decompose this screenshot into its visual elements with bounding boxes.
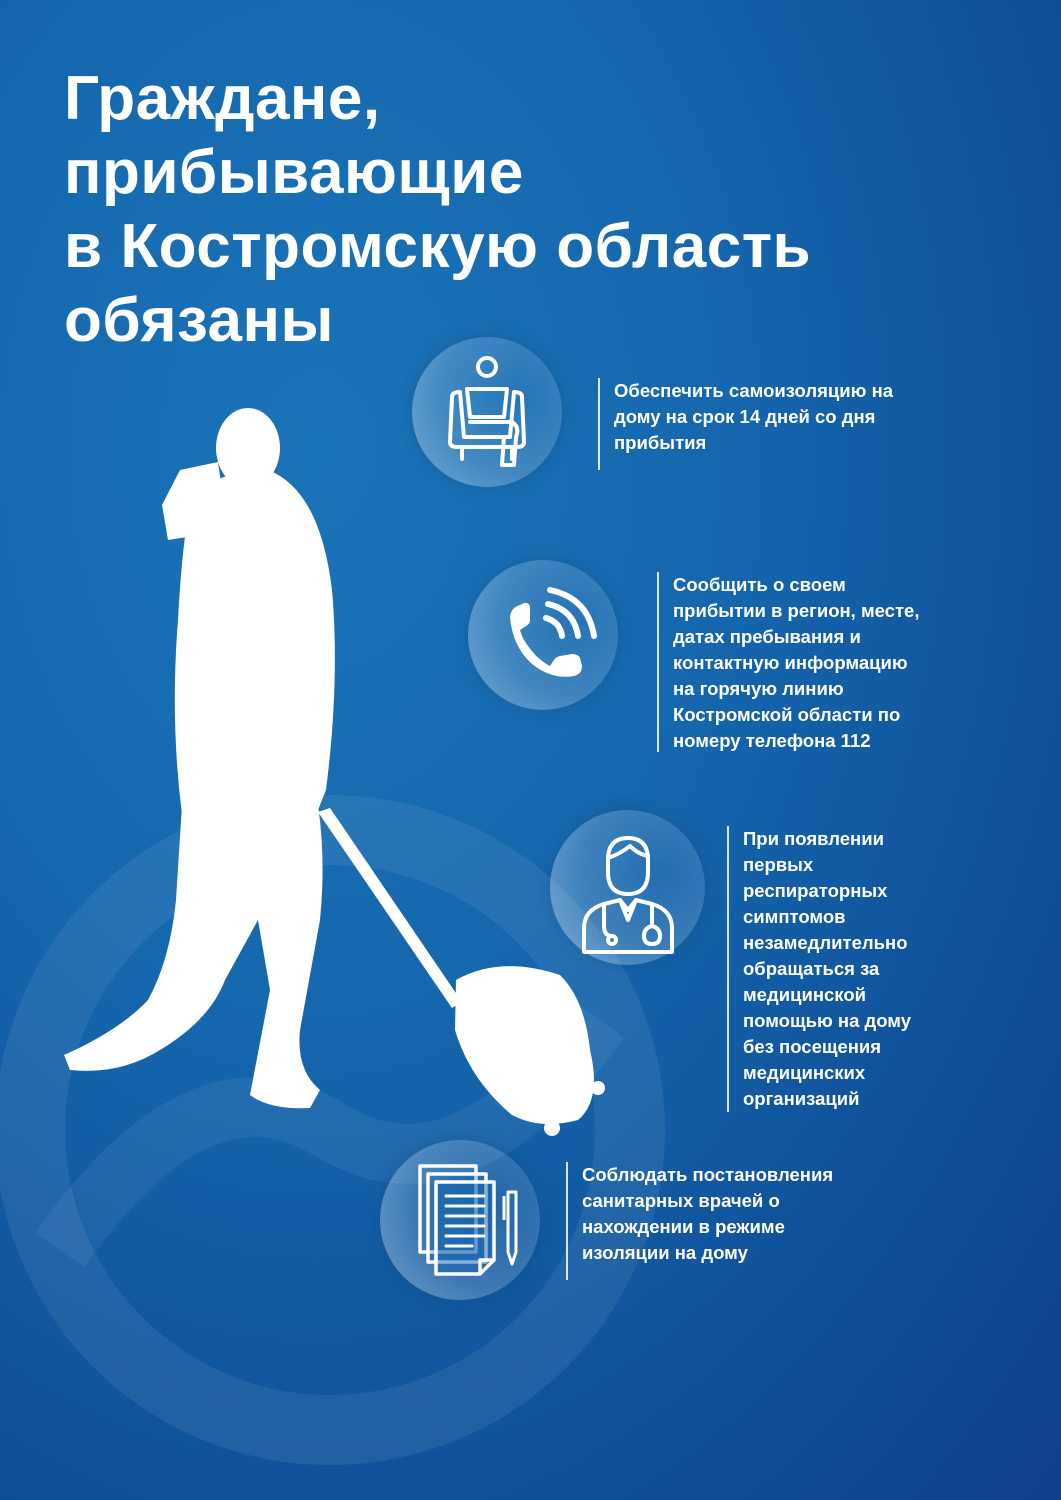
documents-pen-icon xyxy=(380,1140,540,1300)
doctor-icon xyxy=(550,810,705,965)
item-2-label: Сообщить о своем прибытии в регион, месте, датах пребывания и контактную информацию на горячую линию Костромской области по номеру телефона 112 xyxy=(673,574,920,751)
item-3-icon-circle xyxy=(550,810,705,965)
item-2-icon-circle xyxy=(468,560,618,710)
item-1-icon-circle xyxy=(412,337,562,487)
item-3-label: При появлении первых респираторных симптомов незамедлительно обращаться за медицинской помощью на дому без посещения медицинских организаций xyxy=(743,828,912,1109)
item-2-text xyxy=(657,572,1033,752)
phone-icon xyxy=(468,560,618,710)
item-4-label: Соблюдать постановления санитарных врачей о нахождении в режиме изоляции на дому xyxy=(582,1164,834,1263)
item-1-text xyxy=(598,378,1034,470)
item-4-text xyxy=(566,1162,1002,1280)
title-line-1: Граждане, xyxy=(64,64,381,133)
armchair-person-icon xyxy=(412,337,562,487)
item-4-icon-circle xyxy=(380,1140,540,1300)
item-1-label: Обеспечить самоизоляцию на дому на срок 14 дней со дня прибытия xyxy=(614,380,894,453)
title-line-2: прибывающие xyxy=(64,138,524,207)
title-line-4: обязаны xyxy=(64,286,334,355)
title-line-3: в Костромскую область xyxy=(64,212,812,281)
item-3-text xyxy=(727,826,1003,1112)
